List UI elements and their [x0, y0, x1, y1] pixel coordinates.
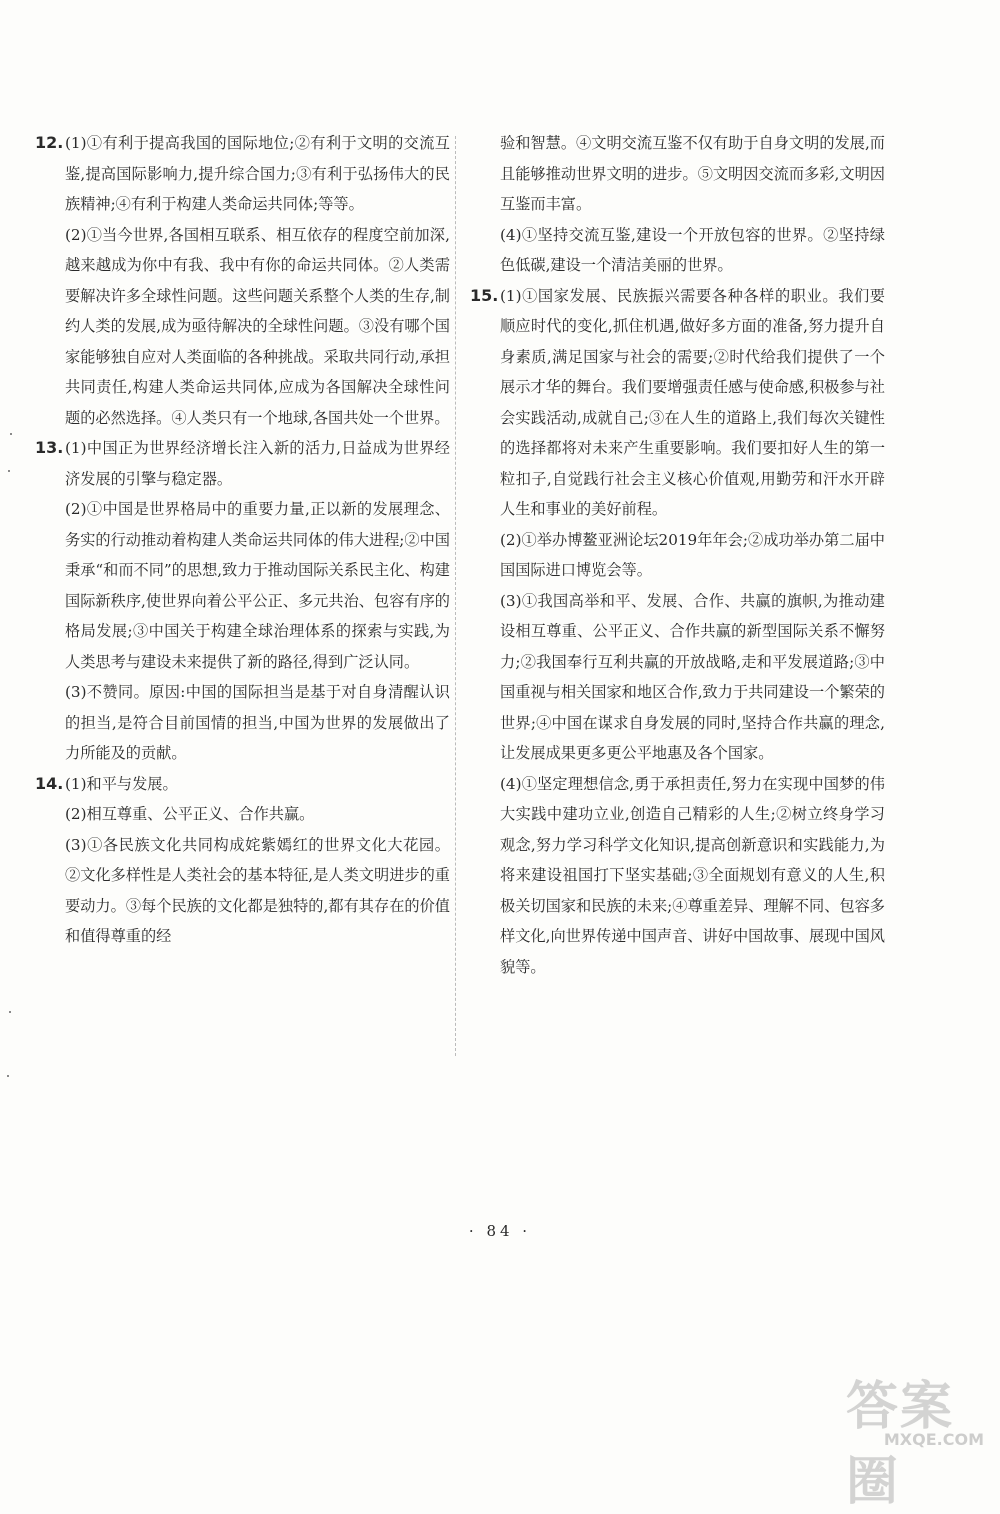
answer-part: (2)①举办博鳌亚洲论坛2019年年会;②成功举办第二届中国国际进口博览会等。 [500, 530, 885, 579]
question-number: 13. [35, 438, 64, 457]
answer-part: (1)①有利于提高我国的国际地位;②有利于文明的交流互鉴,提高国际影响力,提升综合国力;③有利于弘扬伟大的民族精神;④有利于构建人类命运共同体;等等。 [65, 134, 450, 213]
watermark-logo [846, 1364, 986, 1512]
answer-part: (2)①当今世界,各国相互联系、相互依存的程度空前加深,越来越成为你中有我、我中有你的命运共同体。②人类需要解决许多全球性问题。这些问题关系整个人类的生存,制约人类的发展,成为亟待解决的全球性问题。③没有哪个国家能够独自应对人类面临的各种挑战。采取共同行动,承担共同责任,构建人类命运共同体,应成为各国解决全球性问题的必然选择。④人类只有一个地球,各国共处一个世界。 [65, 225, 450, 427]
column-divider [455, 136, 456, 1056]
answer-continuation: 验和智慧。④文明交流互鉴不仅有助于自身文明的发展,而且能够推动世界文明的进步。⑤文明因交流而多彩,文明因互鉴而丰富。 [500, 134, 885, 213]
answer-part: (4)①坚定理想信念,勇于承担责任,努力在实现中国梦的伟大实践中建功立业,创造自己精彩的人生;②树立终身学习观念,努力学习科学文化知识,提高创新意识和实践能力,为将来建设祖国打下坚实基础;③全面规划有意义的人生,积极关切国家和民族的未来;④尊重差异、理解不同、包容多样文化,向世界传递中国声音、讲好中国故事、展现中国风貌等。 [500, 774, 885, 976]
scan-speck [7, 1075, 9, 1077]
question-13 [35, 433, 450, 769]
left-column [35, 128, 450, 952]
question-number: 15. [470, 285, 499, 305]
question-number: 12. [35, 133, 64, 152]
answer-part: (1)和平与发展。 [65, 774, 178, 793]
watermark-url: MXQE.COM [883, 1430, 984, 1449]
scan-speck [8, 470, 10, 472]
right-column [470, 128, 885, 982]
answer-part: (3)①各民族文化共同构成姹紫嫣红的世界文化大花园。②文化多样性是人类社会的基本特征,是人类文明进步的重要动力。③每个民族的文化都是独特的,都有其存在的价值和值得尊重的经 [65, 835, 450, 945]
answer-part: (2)①中国是世界格局中的重要力量,正以新的发展理念、务实的行动推动着构建人类命运共同体的伟大进程;②中国秉承“和而不同”的思想,致力于推动国际关系民主化、构建国际新秩序,使世界向着公平公正、多元共治、包容有序的格局发展;③中国关于构建全球治理体系的探索与实践,为人类思考与建设未来提供了新的路径,得到广泛认同。 [65, 500, 450, 671]
scan-speck [9, 1011, 11, 1013]
scan-speck [10, 433, 12, 435]
answer-part: (2)相互尊重、公平正义、合作共赢。 [65, 805, 315, 823]
watermark-text: 答案圈 [846, 1377, 955, 1512]
question-number: 14. [35, 773, 64, 793]
page-number: · 84 · [468, 1222, 532, 1240]
answer-part: (3)①我国高举和平、发展、合作、共赢的旗帜,为推动建设相互尊重、公平正义、合作共赢的新型国际关系不懈努力;②我国奉行互利共赢的开放战略,走和平发展道路;③中国重视与相关国家和地区合作,致力于共同建设一个繁荣的世界;④中国在谋求自身发展的同时,坚持合作共赢的理念,让发展成果更多更公平地惠及各个国家。 [500, 591, 885, 762]
answer-part: (3)不赞同。原因:中国的国际担当是基于对自身清醒认识的担当,是符合目前国情的担当,中国为世界的发展做出了力所能及的贡献。 [65, 683, 450, 762]
question-15 [470, 281, 885, 983]
answer-part: (1)①国家发展、民族振兴需要各种各样的职业。我们要顺应时代的变化,抓住机遇,做好多方面的准备,努力提升自身素质,满足国家与社会的需要;②时代给我们提供了一个展示才华的舞台。我们要增强责任感与使命感,积极参与社会实践活动,成就自己;③在人生的道路上,我们每次关键性的选择都将对未来产生重要影响。我们要扣好人生的第一粒扣子,自觉践行社会主义核心价值观,用勤劳和汗水开辟人生和事业的美好前程。 [500, 286, 885, 518]
question-14 [35, 769, 450, 952]
answer-part: (4)①坚持交流互鉴,建设一个开放包容的世界。②坚持绿色低碳,建设一个清洁美丽的世界。 [500, 225, 885, 274]
answer-part: (1)中国正为世界经济增长注入新的活力,日益成为世界经济发展的引擎与稳定器。 [65, 439, 450, 488]
question-12 [35, 128, 450, 433]
